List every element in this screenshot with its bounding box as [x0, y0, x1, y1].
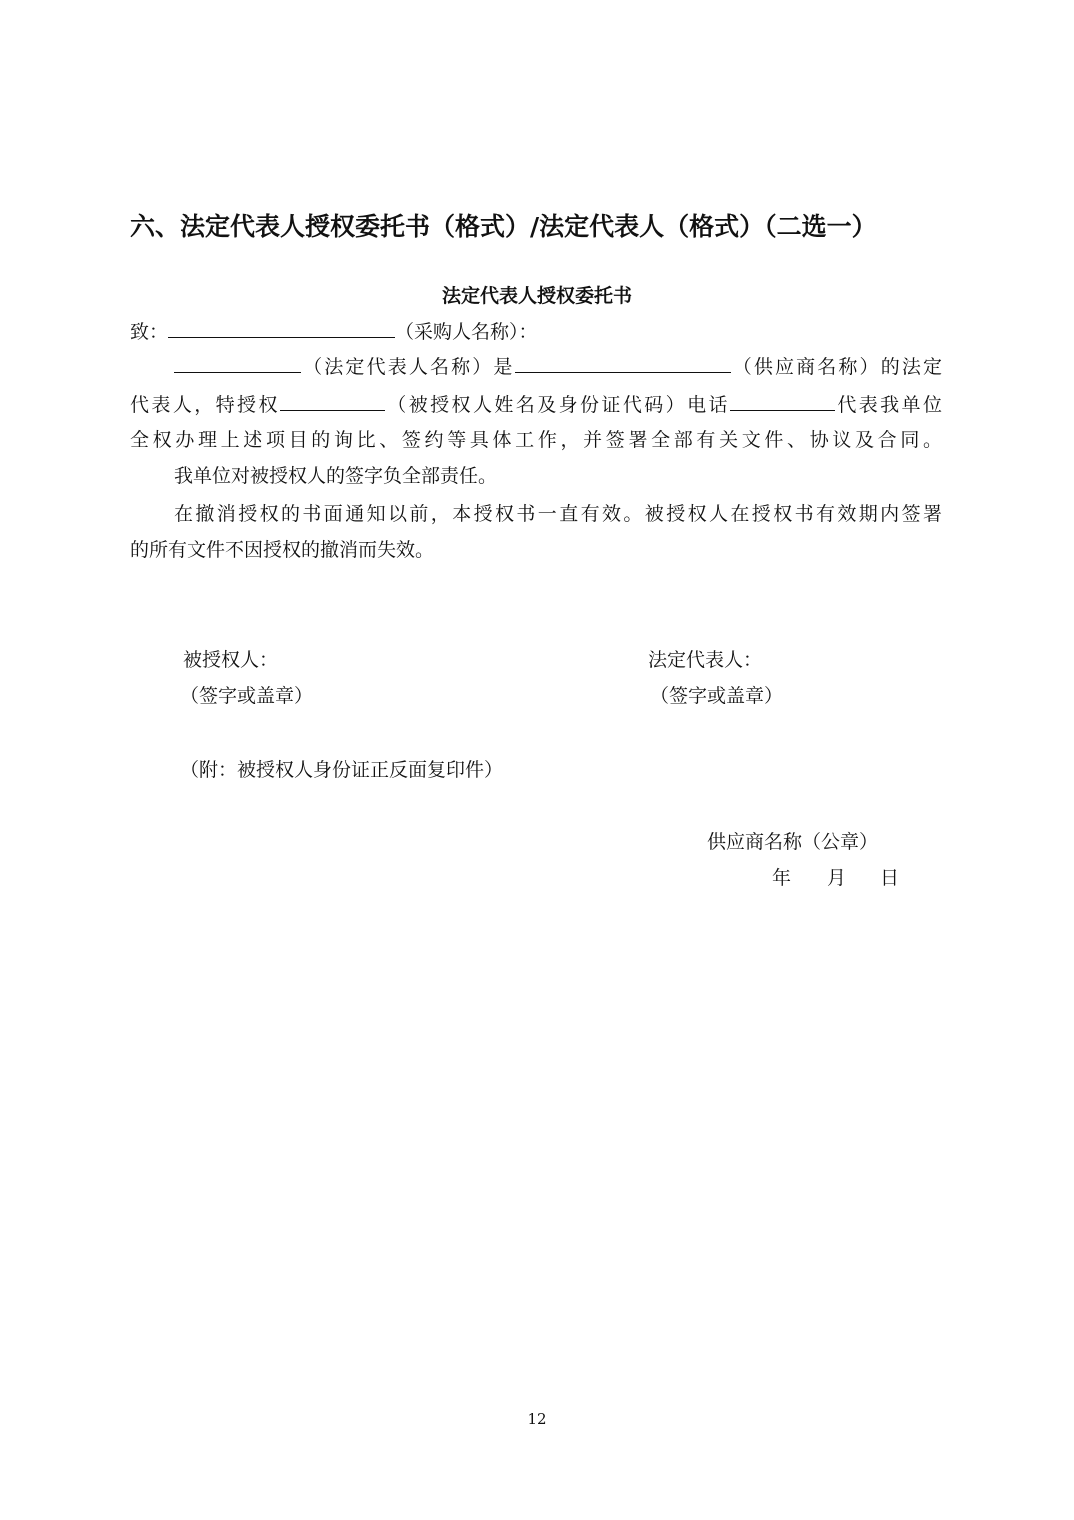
- section-heading: 六、法定代表人授权委托书（格式）/法定代表人（格式）（二选一）: [130, 212, 877, 241]
- date-day: 日: [880, 867, 900, 889]
- para3-line2: 的所有文件不因授权的撤消而失效。: [130, 539, 435, 561]
- para1-line1-b: （供应商名称）的法定: [730, 356, 942, 378]
- addressee-prefix: 致：: [130, 321, 169, 343]
- attachment-note: （附：被授权人身份证正反面复印件）: [180, 759, 504, 781]
- supplier-name-blank[interactable]: [515, 352, 731, 373]
- date-month: 月: [827, 867, 847, 889]
- addressee-suffix: （采购人名称）：: [395, 321, 538, 343]
- page-number: 12: [527, 1410, 547, 1428]
- para1-line2-a: 代表人，特授权: [130, 394, 280, 416]
- authorized-person-label: 被授权人：: [183, 649, 279, 671]
- para1-line2-b: （被授权人姓名及身份证代码）电话: [384, 394, 730, 416]
- date-year: 年: [772, 867, 792, 889]
- para3-line1: 在撤消授权的书面通知以前，本授权书一直有效。被授权人在授权书有效期内签署: [174, 503, 942, 525]
- authorized-person-sign-note: （签字或盖章）: [180, 685, 314, 707]
- para2: 我单位对被授权人的签字负全部责任。: [174, 465, 498, 487]
- legal-rep-sign-note: （签字或盖章）: [650, 685, 784, 707]
- authorized-person-blank[interactable]: [280, 390, 385, 411]
- phone-blank[interactable]: [730, 390, 835, 411]
- para1-line1: [130, 352, 942, 381]
- addressee-line: [130, 317, 538, 346]
- legal-rep-label: 法定代表人：: [648, 649, 763, 671]
- para1-line2: [130, 390, 942, 419]
- supplier-seal-label: 供应商名称（公章）: [707, 831, 879, 853]
- letter-title: 法定代表人授权委托书: [441, 285, 632, 307]
- para1-line1-a: （法定代表人名称）是: [301, 356, 515, 378]
- para1-line2-c: 代表我单位: [834, 394, 942, 416]
- para1-line3: 全权办理上述项目的询比、签约等具体工作，并签署全部有关文件、协议及合同。: [130, 429, 942, 451]
- purchaser-name-blank[interactable]: [168, 317, 395, 338]
- legal-rep-name-blank[interactable]: [174, 352, 301, 373]
